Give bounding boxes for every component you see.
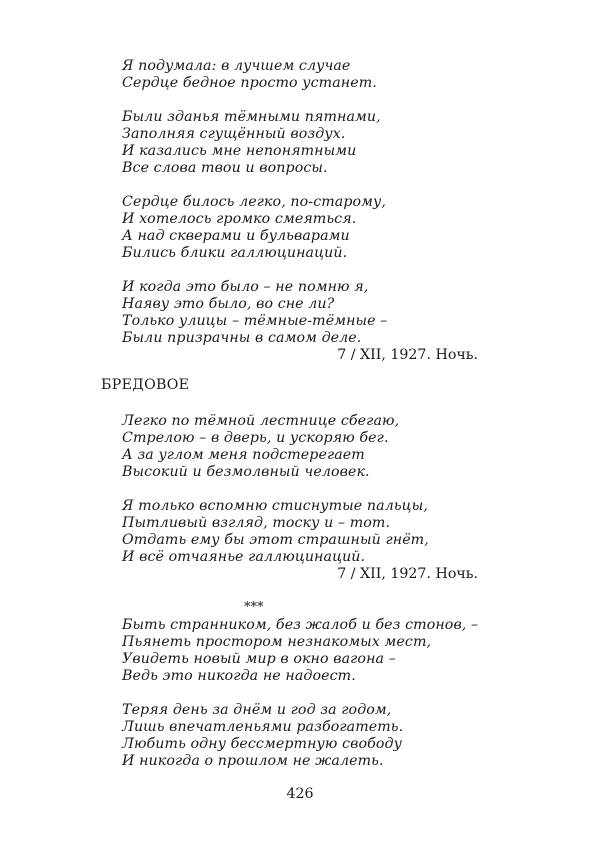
poem-1-date: 7 / XII, 1927. Ночь. [337, 347, 478, 363]
poem-line: Любить одну бессмертную свободу [122, 736, 402, 752]
poem-line: Я только вспомню стиснутые пальцы, [122, 498, 428, 514]
poem-line: Все слова твои и вопросы. [122, 160, 328, 176]
poem-line: Стрелою – в дверь, и ускоряю бег. [122, 430, 389, 446]
poem-2-date: 7 / XII, 1927. Ночь. [337, 566, 478, 582]
poem-line: Теряя день за днём и год за годом, [122, 702, 392, 718]
poem-line: Сердце билось легко, по-старому, [122, 194, 386, 210]
poem-line: Быть странником, без жалоб и без стонов, – [122, 617, 479, 633]
poem-2-title: БРЕДОВОЕ [101, 377, 190, 393]
poem-line: Были зданья тёмными пятнами, [122, 109, 381, 125]
poem-line: Ведь это никогда не надоест. [122, 668, 356, 684]
poem-line: И когда это было – не помню я, [122, 279, 369, 295]
poem-line: Бились блики галлюцинаций. [122, 245, 348, 261]
poem-line: Я подумала: в лучшем случае [122, 58, 351, 74]
poem-line: Увидеть новый мир в окно вагона – [122, 651, 396, 667]
poem-line: Сердце бедное просто устанет. [122, 75, 377, 91]
poem-line: Заполняя сгущённый воздух. [122, 126, 346, 142]
poem-line: Пытливый взгляд, тоску и – тот. [122, 515, 391, 531]
poem-line: И хотелось громко смеяться. [122, 211, 357, 227]
poem-line: Высокий и безмолвный человек. [122, 464, 370, 480]
poem-line: Наяву это было, во сне ли? [122, 296, 335, 312]
poem-line: Были призрачны в самом деле. [122, 330, 362, 346]
poem-line: И никогда о прошлом не жалеть. [122, 753, 384, 769]
poem-line: Отдать ему бы этот страшный гнёт, [122, 532, 429, 548]
poem-line: Только улицы – тёмные-тёмные – [122, 313, 388, 329]
page-number: 426 [286, 786, 314, 802]
section-separator: *** [244, 600, 264, 615]
poem-line: Пьянеть простором незнакомых мест, [122, 634, 432, 650]
poem-line: Лишь впечатленьями разбогатеть. [122, 719, 404, 735]
poem-line: А за углом меня подстерегает [122, 447, 365, 463]
poem-line: Легко по тёмной лестнице сбегаю, [122, 413, 400, 429]
poem-line: А над скверами и бульварами [122, 228, 350, 244]
poem-line: И всё отчаянье галлюцинаций. [122, 549, 366, 565]
poem-line: И казались мне непонятными [122, 143, 357, 159]
